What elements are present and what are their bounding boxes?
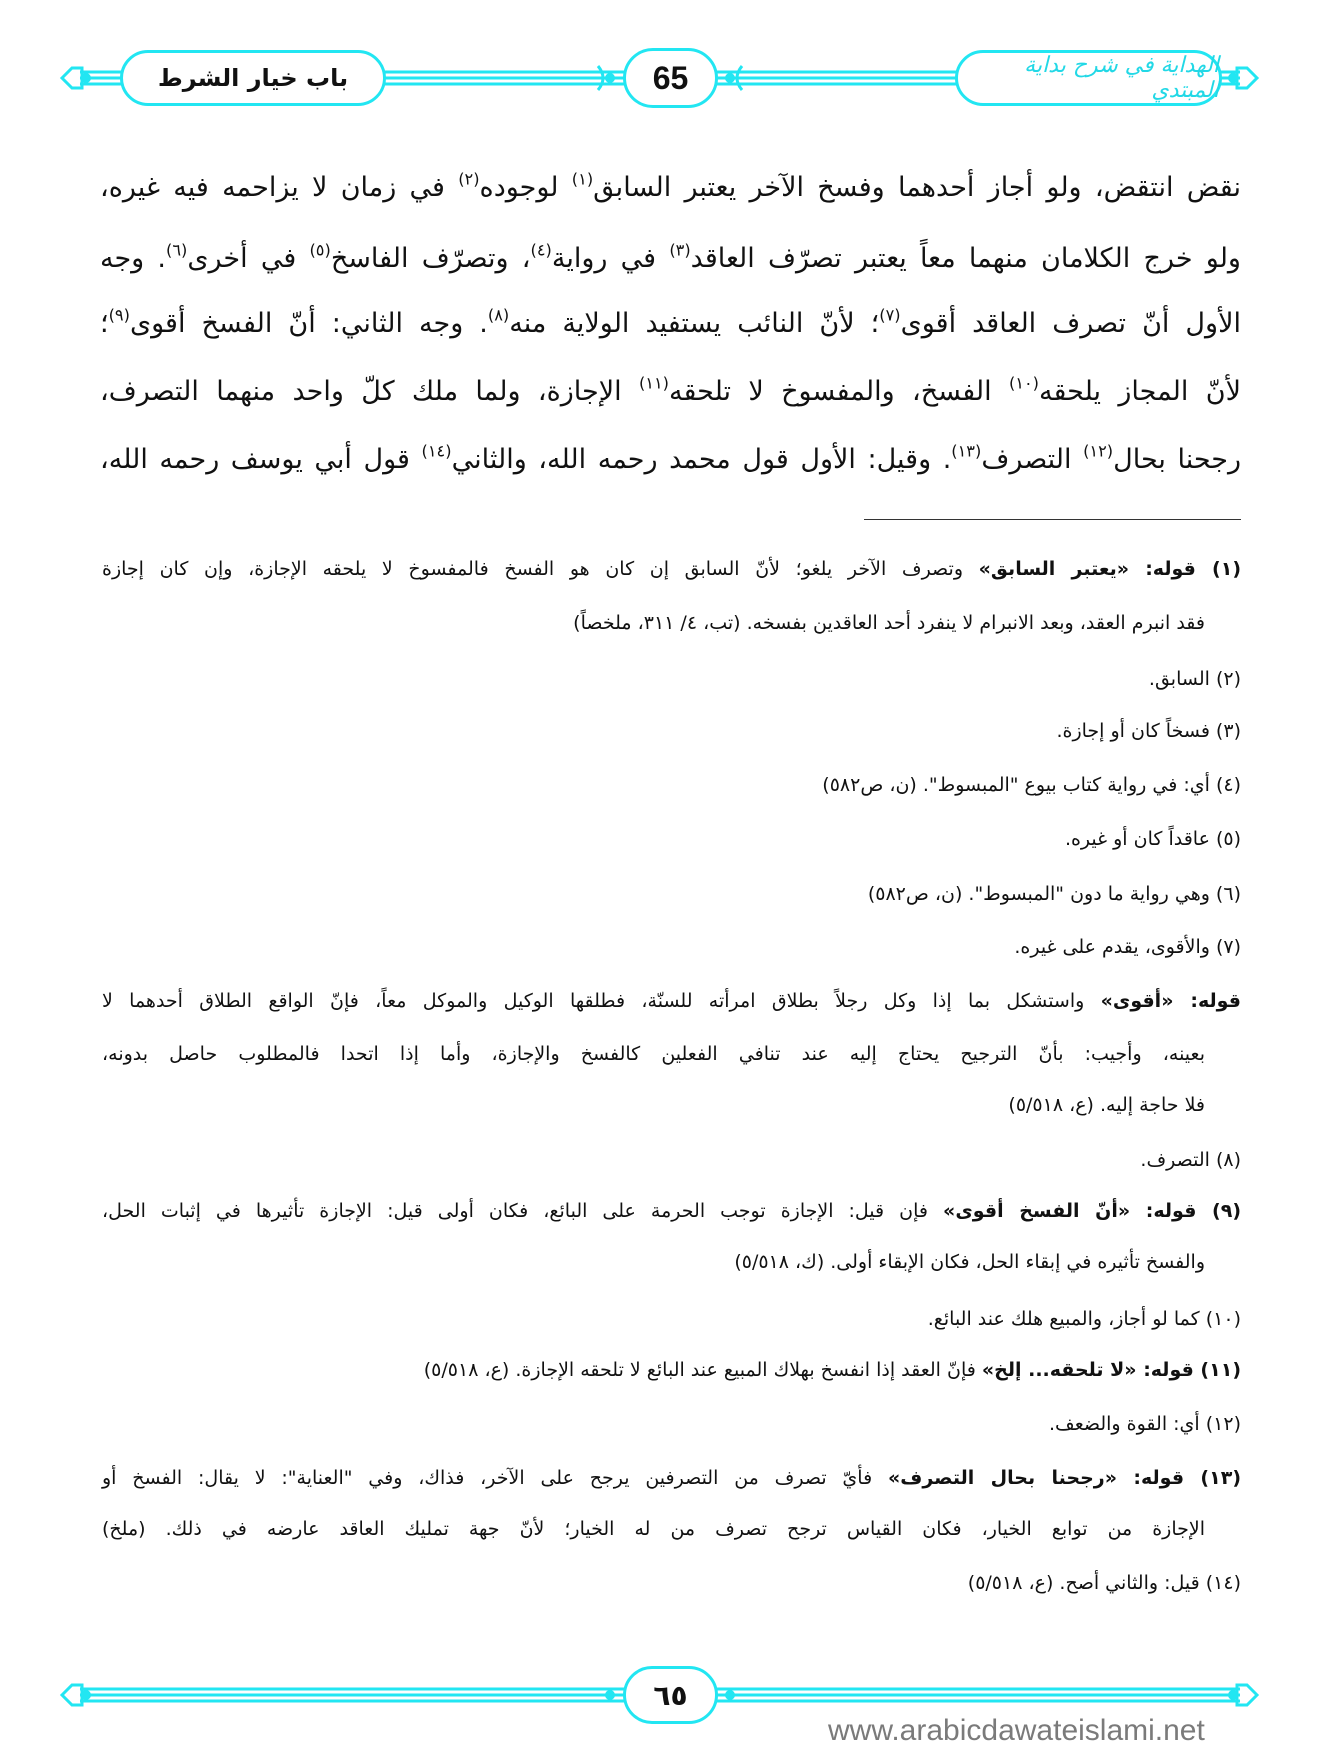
footnote-lead: (١٣) قوله: «رجحنا بحال التصرف» — [888, 1467, 1241, 1489]
footnote-lead: قوله: «أقوى» — [1100, 990, 1241, 1012]
text-segment: لأنّ المجاز يلحقه — [1039, 376, 1241, 407]
footnote-marker: (٦) — [166, 240, 188, 260]
text-segment: والفسخ تأثيره في إبقاء الحل، فكان الإبقاء أولى. (ك، ٥/٥١٨) — [734, 1251, 1205, 1273]
footnote-separator — [864, 519, 1241, 520]
footnote-lead: (١) قوله: «يعتبر السابق» — [978, 558, 1242, 580]
footnote-line — [102, 1038, 1205, 1070]
text-segment: (١٠) كما لو أجاز، والمبيع هلك عند البائع. — [927, 1308, 1241, 1330]
text-segment: ، وتصرّف الفاسخ — [330, 243, 531, 274]
body-line — [100, 440, 1241, 480]
text-segment: رجحنا بحال — [1113, 444, 1242, 475]
footnote-line — [102, 823, 1241, 855]
footnote-line — [102, 1246, 1205, 1278]
text-segment: . وجه الثاني: أنّ الفسخ أقوى — [129, 308, 488, 339]
text-segment: الأول أنّ تصرف العاقد أقوى — [900, 308, 1241, 339]
footnote-marker: (١٢) — [1083, 441, 1114, 461]
footnote-marker: (١٤) — [421, 441, 452, 461]
footnote-line — [102, 1462, 1241, 1494]
footer-page-number: ٦٥ — [623, 1666, 718, 1724]
footnote-line — [102, 1567, 1241, 1599]
text-segment: . وجه — [100, 243, 167, 274]
text-segment: (٦) وهي رواية ما دون "المبسوط". (ن، ص٥٨٢) — [867, 883, 1241, 905]
text-segment: (٤) أي: في رواية كتاب بيوع "المبسوط". (ن، ص٥٨٢) — [822, 774, 1241, 796]
book-title-logo: الهداية في شرح بداية المبتدي — [955, 50, 1222, 106]
footnote-line — [102, 553, 1241, 585]
footnote-line — [102, 1408, 1241, 1440]
footnote-marker: (١) — [571, 169, 594, 189]
text-segment: في زمان لا يزاحمه فيه غيره، — [100, 172, 459, 203]
footnote-marker: (٩) — [108, 305, 130, 325]
footnote-marker: (١١) — [638, 373, 669, 393]
text-segment: الفسخ، والمفسوخ لا تلحقه — [669, 376, 1009, 407]
text-segment: فإن قيل: الإجازة توجب الحرمة على البائع، فكان أولى قيل: الإجازة تأثيرها في إثبات الحل، — [102, 1200, 944, 1222]
text-segment: فأيّ تصرف من التصرفين يرجح على الآخر، فذاك، وفي "العناية": لا يقال: الفسخ أو — [102, 1467, 888, 1489]
footnote-line — [102, 985, 1241, 1017]
footnote-line — [102, 1513, 1205, 1545]
footnote-line — [102, 1354, 1241, 1386]
footnote-line — [102, 663, 1241, 695]
footnote-lead: (١١) قوله: «لا تلحقه... إلخ» — [981, 1359, 1241, 1381]
text-segment: في أخرى — [187, 243, 310, 274]
text-segment: ؛ — [100, 308, 109, 339]
footnote-line — [102, 1089, 1205, 1121]
text-segment: بعينه، وأجيب: بأنّ الترجيح يحتاج إليه عند تنافي الفعلين كالفسخ والإجازة، وأما إذا اتحدا فالمطلوب حاصل بدونه، — [102, 1043, 1205, 1065]
chapter-title: باب خيار الشرط — [120, 50, 386, 106]
text-segment: وتصرف الآخر يلغو؛ لأنّ السابق إن كان هو الفسخ فالمفسوخ لا يلحقه الإجازة، وإن كان إجازة — [102, 558, 979, 580]
text-segment: نقض انتقض، ولو أجاز أحدهما وفسخ الآخر يعتبر السابق — [593, 172, 1241, 203]
text-segment: (٥) عاقداً كان أو غيره. — [1064, 828, 1241, 850]
body-line — [100, 239, 1241, 279]
text-segment: (٢) السابق. — [1148, 668, 1241, 690]
text-segment: (٨) التصرف. — [1140, 1149, 1241, 1171]
footnote-line — [102, 1303, 1241, 1335]
footnote-lead: (٩) قوله: «أنّ الفسخ أقوى» — [943, 1200, 1242, 1222]
footnote-line — [102, 715, 1241, 747]
footnote-marker: (٤) — [530, 240, 552, 260]
body-line — [100, 168, 1241, 208]
text-segment: (٧) والأقوى، يقدم على غيره. — [1014, 936, 1241, 958]
text-segment: ولو خرج الكلامان منهما معاً يعتبر تصرّف العاقد — [690, 243, 1241, 274]
footnote-line — [102, 1195, 1241, 1227]
text-segment: (١٤) قيل: والثاني أصح. (ع، ٥/٥١٨) — [967, 1572, 1241, 1594]
text-segment: واستشكل بما إذا وكل رجلاً بطلاق امرأته للسنّة، فطلقها الوكيل والموكل معاً، فإنّ الواقع الطلاق أحدهما لا — [102, 990, 1101, 1012]
text-segment: لوجوده — [479, 172, 572, 203]
text-segment: التصرف — [981, 444, 1084, 475]
text-segment: (١٢) أي: القوة والضعف. — [1049, 1413, 1241, 1435]
page-number: 65 — [623, 48, 718, 108]
footnote-marker: (١٠) — [1008, 373, 1039, 393]
footnote-marker: (٨) — [487, 305, 510, 325]
footnote-line — [102, 931, 1241, 963]
text-segment: الإجازة من توابع الخيار، فكان القياس ترجح تصرف من له الخيار؛ لأنّ جهة تمليك العاقد عارضه في ذلك. (ملخ) — [102, 1518, 1205, 1540]
body-line — [100, 304, 1241, 344]
footnote-marker: (٢) — [458, 169, 480, 189]
website-url: www.arabicdawateislami.net — [828, 1714, 1205, 1747]
text-segment: قول أبي يوسف رحمه الله، — [100, 444, 422, 475]
body-line — [100, 372, 1241, 412]
text-segment: ؛ لأنّ النائب يستفيد الولاية منه — [509, 308, 880, 339]
footnote-line — [102, 607, 1205, 639]
footnote-marker: (٥) — [309, 240, 331, 260]
text-segment: فقد انبرم العقد، وبعد الانبرام لا ينفرد أحد العاقدين بفسخه. (تب، ٤/ ٣١١، ملخصاً) — [573, 612, 1205, 634]
footnote-marker: (١٣) — [951, 441, 982, 461]
footnote-line — [102, 769, 1241, 801]
text-segment: فلا حاجة إليه. (ع، ٥/٥١٨) — [1008, 1094, 1205, 1116]
text-segment: الإجازة، ولما ملك كلّ واحد منهما التصرف، — [100, 376, 639, 407]
footnote-line — [102, 878, 1241, 910]
text-segment: فإنّ العقد إذا انفسخ بهلاك المبيع عند البائع لا تلحقه الإجازة. (ع، ٥/٥١٨) — [423, 1359, 982, 1381]
footnote-line — [102, 1144, 1241, 1176]
footnote-marker: (٧) — [879, 305, 901, 325]
footnote-marker: (٣) — [669, 240, 691, 260]
text-segment: . وقيل: الأول قول محمد رحمه الله، والثاني — [451, 444, 952, 475]
text-segment: في رواية — [551, 243, 670, 274]
text-segment: (٣) فسخاً كان أو إجازة. — [1056, 720, 1241, 742]
